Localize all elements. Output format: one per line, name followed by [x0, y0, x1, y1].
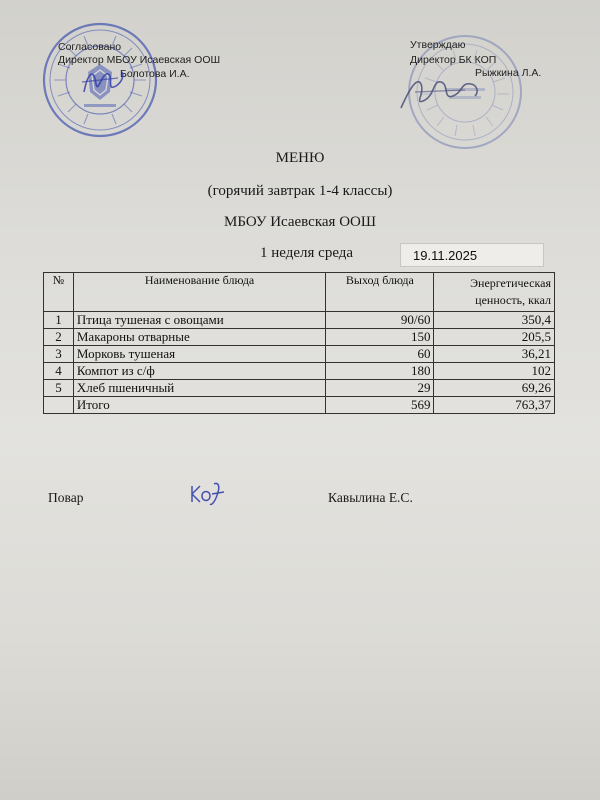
row-name: Макароны отварные [73, 329, 325, 346]
cook-signature [188, 478, 233, 508]
table-header-row [44, 273, 555, 312]
menu-subheading: (горячий завтрак 1-4 классы) [207, 183, 393, 199]
row-output: 60 [326, 346, 434, 363]
menu-date: 19.11.2025 [400, 243, 544, 267]
row-num: 5 [44, 380, 74, 397]
cook-label: Повар [48, 490, 84, 505]
row-energy: 102 [434, 363, 555, 380]
cook-name: Кавылина Е.С. [328, 490, 413, 505]
header-energy-line1: Энергетическая [470, 276, 551, 290]
week-day-label: 1 неделя среда [260, 245, 354, 261]
table-row [44, 346, 555, 363]
row-num: 1 [44, 312, 74, 329]
header-output: Выход блюда [326, 273, 434, 312]
total-output: 569 [326, 397, 434, 414]
row-energy: 350,4 [434, 312, 555, 329]
total-num-empty [44, 397, 74, 414]
approval-left-title: Согласовано [58, 41, 122, 53]
row-name: Морковь тушеная [73, 346, 325, 363]
menu-table [43, 272, 555, 414]
menu-heading: МЕНЮ [275, 150, 325, 166]
table-total-row [44, 397, 555, 414]
row-energy: 205,5 [434, 329, 555, 346]
row-energy: 36,21 [434, 346, 555, 363]
total-label: Итого [73, 397, 325, 414]
header-num: № [44, 273, 74, 312]
row-num: 3 [44, 346, 74, 363]
approval-right-name: Рыжкина Л.А. [475, 67, 542, 79]
row-name: Птица тушеная с овощами [73, 312, 325, 329]
approval-right-title: Утверждаю [410, 39, 466, 51]
row-output: 29 [326, 380, 434, 397]
header-energy [434, 273, 555, 312]
row-name: Хлеб пшеничный [73, 380, 325, 397]
row-num: 4 [44, 363, 74, 380]
row-output: 180 [326, 363, 434, 380]
header-name: Наименование блюда [73, 273, 325, 312]
school-name: МБОУ Исаевская ООШ [223, 214, 376, 230]
row-num: 2 [44, 329, 74, 346]
approval-right-position: Директор БК КОП [410, 54, 497, 66]
approval-left-name: Болотова И.А. [120, 68, 190, 80]
table-row [44, 329, 555, 346]
table-row [44, 363, 555, 380]
signature-right [395, 70, 485, 115]
row-output: 150 [326, 329, 434, 346]
table-row [44, 312, 555, 329]
approval-left-position: Директор МБОУ Исаевская ООШ [58, 54, 221, 66]
table-row [44, 380, 555, 397]
signature-left [78, 62, 128, 102]
header-energy-line2: ценность, ккал [475, 293, 551, 307]
row-energy: 69,26 [434, 380, 555, 397]
total-energy: 763,37 [434, 397, 555, 414]
row-output: 90/60 [326, 312, 434, 329]
row-name: Компот из с/ф [73, 363, 325, 380]
